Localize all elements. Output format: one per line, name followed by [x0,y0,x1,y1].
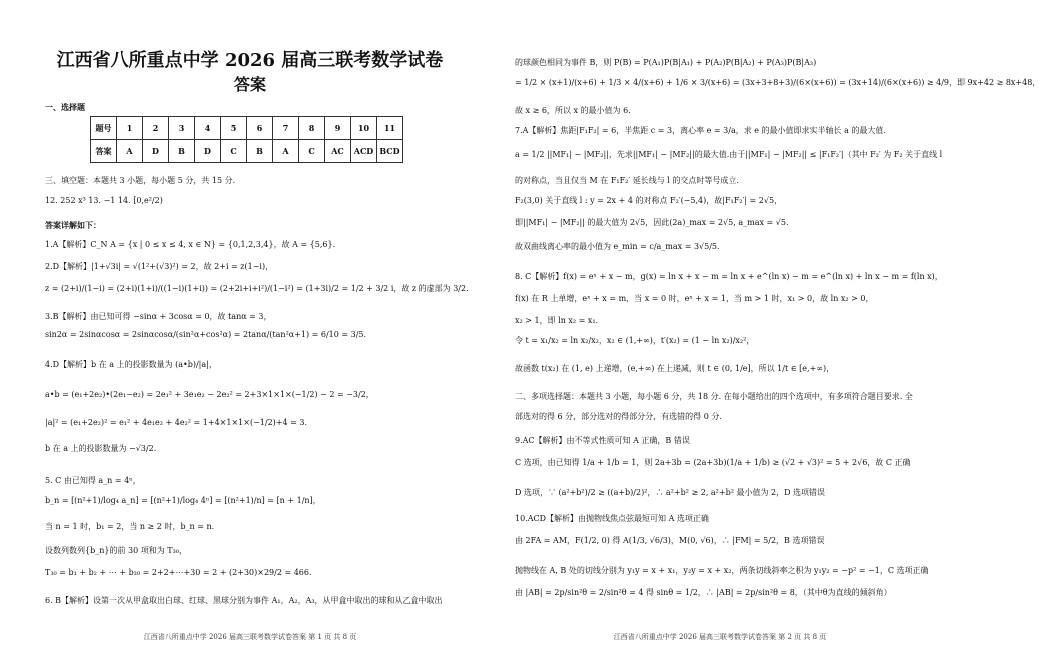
answer-cell: ACD [351,140,377,163]
page-title: 江西省八所重点中学 2026 届高三联考数学试卷 [56,50,444,71]
table-answer-label: 答案 [91,140,117,163]
solution-line: 故双曲线离心率的最小值为 e_min = c/a_max = 3√5/5. [515,242,720,251]
solution-line: sin2α = 2sinαcosα = 2sinαcosα/(sin²α+cos²α) = 2tanα/(tan²α+1) = 6/10 = 3/5. [45,330,367,339]
solution-line: 6. B【解析】设第一次从甲盒取出白球、红球、黑球分别为事件 A₁，A₂，A₃，从甲盒中取出的球和从乙盒中取出 [45,596,443,605]
question-number: 9 [325,117,351,140]
solution-line: = 1/2 × (x+1)/(x+6) + 1/3 × 4/(x+6) + 1/6 × 3/(x+6) = (3x+3+8+3)/(6×(x+6)) = (3x+14)/(6×(x+6)) ≥ 4/9，即 9x+42 ≥ 8x+48， [515,78,1040,87]
question-number: 3 [169,117,195,140]
solution-line: z = (2+i)/(1−i) = (2+i)(1+i)/((1−i)(1+i)) = (2+2i+i+i²)/(1−i²) = (1+3i)/2 = 1/2 + 3/2 i，故 z 的虚部为 3/2. [45,284,469,293]
solution-line: 8. C【解析】f(x) = eˣ + x − m，g(x) = ln x + x − m = ln x + e^(ln x) − m = e^(ln x) + ln x − m = f(ln x)， [515,272,943,281]
answer-table-header-row [91,117,403,140]
question-number: 6 [247,117,273,140]
solution-line: 2.D【解析】|1+√3i| = √(1²+(√3)²) = 2，故 2+i = z(1−i)， [45,262,274,271]
solution-line: 当 n = 1 时，b₁ = 2，当 n ≥ 2 时，b_n = n. [45,522,215,531]
solution-line: 10.ACD【解析】由抛物线焦点弦最短可知 A 选项正确 [515,514,709,523]
solution-line: x₂ > 1，即 ln x₂ = x₁. [515,316,599,325]
solution-line: C 选项，由已知得 1/a + 1/b = 1，则 2a+3b = (2a+3b)(1/a + 1/b) ≥ (√2 + √3)² = 5 + 2√6，故 C 正确 [515,458,911,467]
answer-cell: A [273,140,299,163]
solution-line: |a|² = (e₁+2e₂)² = e₁² + 4e₁e₂ + 4e₂² = 1+4×1×1×(−1/2)+4 = 3. [45,418,308,427]
solution-line: 4.D【解析】b 在 a 上的投影数量为 (a•b)/|a|， [45,360,217,369]
question-number: 8 [299,117,325,140]
solution-line: 由 |AB| = 2p/sin²θ = 2/sin²θ = 4 得 sinθ = 1/2，∴ |AB| = 2p/sin²θ = 8，（其中θ为直线的倾斜角） [515,588,892,597]
solution-line: 故 x ≥ 6，所以 x 的最小值为 6. [515,106,631,115]
answer-cell: B [169,140,195,163]
solution-line: 的对称点，当且仅当 M 在 F₁F₂′ 延长线与 l 的交点时等号成立. [515,176,739,185]
answer-cell: C [221,140,247,163]
solution-line: 3.B【解析】由已知可得 −sinα + 3cosα = 0，故 tanα = 3， [45,312,272,321]
solution-line: D 选项，∵ (a²+b²)/2 ≥ ((a+b)/2)²，∴ a²+b² ≥ 2, a²+b² 最小值为 2，D 选项错误 [515,488,826,497]
table-header-label: 题号 [91,117,117,140]
solution-line: 抛物线在 A, B 处的切线分别为 y₁y = x + x₁，y₂y = x + x₂，两条切线斜率之积为 y₁y₂ = −p² = −1，C 选项正确 [515,566,929,575]
fill-blank-answers: 12. 252 x³ 13. −1 14. [0,e²/2) [45,196,163,205]
solution-line: T₃₀ = b₁ + b₂ + ⋯ + b₃₀ = 2+2+⋯+30 = 2 + (2+30)×29/2 = 466. [45,568,312,577]
solution-line: 的球颜色相同为事件 B，则 P(B) = P(A₁)P(B|A₁) + P(A₂)P(B|A₂) + P(A₃)P(B|A₃) [515,58,817,67]
solution-line: 1.A【解析】C_N A = {x | 0 ≤ x ≤ 4, x ∈ N} = {0,1,2,3,4}，故 A = {5,6}. [45,240,336,249]
answer-table-answer-row [91,140,403,163]
solution-line: 设数列数列{b_n}的前 30 项和为 T₃₀， [45,546,188,555]
answer-cell: A [117,140,143,163]
solution-line: 故函数 t(x₂) 在 (1, e) 上递增，(e,+∞) 在上递减，则 t ∈ (0, 1/e]，所以 1/t ∈ [e,+∞)， [515,364,835,373]
solution-line: b 在 a 上的投影数量为 −√3/2. [45,444,157,453]
answer-cell: D [195,140,221,163]
answer-cell: C [299,140,325,163]
question-number: 10 [351,117,377,140]
answer-cell: AC [325,140,351,163]
answer-cell: D [143,140,169,163]
solution-line: 令 t = x₁/x₂ = ln x₂/x₂，x₂ ∈ (1,+∞)，t′(x₂) = (1 − ln x₂)/x₂²， [515,336,755,345]
right-page [505,0,1040,672]
solution-line: a•b = (e₁+2e₂)•(2e₁−e₂) = 2e₁² + 3e₁e₂ − 2e₂² = 2+3×1×1×(−1/2) − 2 = −3/2， [45,390,374,399]
question-number: 2 [143,117,169,140]
question-number: 4 [195,117,221,140]
answer-cell: B [247,140,273,163]
solution-line: 即||MF₁| − |MF₂|| 的最大值为 2√5，因此(2a)_max = 2√5, a_max = √5. [515,218,789,227]
section-heading-choice: 一、选择题 [45,102,85,112]
fill-blank-heading: 三、填空题：本题共 3 小题，每小题 5 分，共 15 分. [45,176,236,185]
question-number: 5 [221,117,247,140]
solution-line: F₂(3,0) 关于直线 l : y = 2x + 4 的对称点 F₂′(−5,4)，故|F₁F₂′| = 2√5， [515,196,783,205]
solution-line: 7.A【解析】焦距|F₁F₂| = 6，半焦距 c = 3，离心率 e = 3/a，求 e 的最小值即求实半轴长 a 的最大值. [515,126,886,135]
page-footer: 江西省八所重点中学 2026 届高三联考数学试卷答案 第 2 页 共 8 页 [613,633,827,641]
question-number: 7 [273,117,299,140]
answer-cell: BCD [377,140,403,163]
question-number: 1 [117,117,143,140]
left-page [35,0,469,672]
solution-line: a = 1/2 ||MF₁| − |MF₂||，先求||MF₁| − |MF₂||的最大值.由于||MF₁| − |MF₂|| ≤ |F₁F₂′|（其中 F₂′ 为 F₂ 关于直线 l [515,150,943,159]
section-heading-multi: 二、多项选择题：本题共 3 小题，每小题 6 分，共 18 分. 在每小题给出的四个选项中，有多项符合题目要求. 全 [515,392,913,401]
page-footer: 江西省八所重点中学 2026 届高三联考数学试卷答案 第 1 页 共 8 页 [143,633,357,641]
solution-line: b_n = [(n²+1)/log₄ a_n] = [(n²+1)/log₄ 4ⁿ] = [(n²+1)/n] = [n + 1/n]， [45,496,321,505]
solution-line: 由 2FA = AM，F(1/2, 0) 得 A(1/3, √6/3)，M(0, √6)，∴ |FM| = 5/2，B 选项错误 [515,536,825,545]
solution-line: f(x) 在 R 上单增，eˣ + x = m，当 x = 0 时，eˣ + x = 1，当 m > 1 时，x₁ > 0，故 ln x₂ > 0， [515,294,874,303]
question-number: 11 [377,117,403,140]
details-heading: 答案详解如下： [45,220,101,230]
section-heading-multi-cont: 部选对的得 6 分，部分选对的得部分分，有选错的得 0 分. [515,412,722,421]
page-subtitle: 答案 [233,75,266,94]
solution-line: 5. C 由已知得 a_n = 4ⁿ， [45,476,141,485]
solution-line: 9.AC【解析】由不等式性质可知 A 正确，B 错误 [515,436,690,445]
answer-table [90,116,403,163]
